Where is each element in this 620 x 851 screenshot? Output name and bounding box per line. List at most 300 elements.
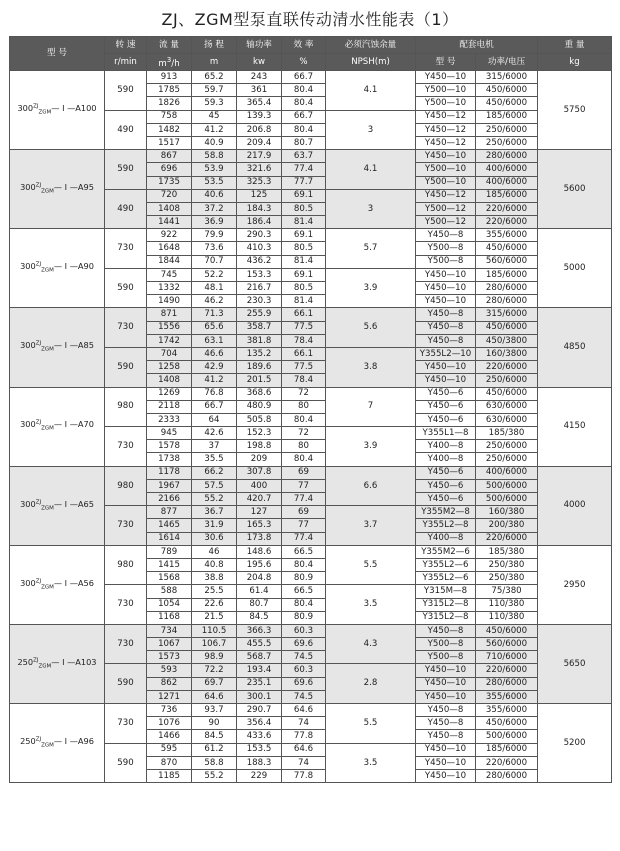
motor-type-cell: Y355L2—8 (416, 519, 476, 532)
model-sub: ZGM (41, 267, 54, 274)
model-sup: ZJ (35, 498, 42, 505)
flow-cell: 867 (147, 150, 192, 163)
motor-type-cell: Y450—10 (416, 690, 476, 703)
motor-type-cell: Y315L2—8 (416, 611, 476, 624)
head-cell: 57.5 (192, 479, 237, 492)
motor-power-voltage-cell: 110/380 (476, 611, 538, 624)
head-cell: 42.9 (192, 361, 237, 374)
weight-cell: 4850 (538, 308, 612, 387)
head-cell: 38.8 (192, 572, 237, 585)
flow-cell: 1076 (147, 717, 192, 730)
flow-cell: 1415 (147, 558, 192, 571)
efficiency-cell: 81.4 (282, 295, 326, 308)
motor-power-voltage-cell: 280/6000 (476, 295, 538, 308)
flow-cell: 1614 (147, 532, 192, 545)
efficiency-cell: 69.1 (282, 189, 326, 202)
header-efficiency: 效 率 (282, 37, 326, 54)
flow-cell: 736 (147, 704, 192, 717)
shaft-power-cell: 325.3 (237, 176, 282, 189)
motor-power-voltage-cell: 450/6000 (476, 717, 538, 730)
table-row (10, 229, 612, 242)
flow-cell: 734 (147, 624, 192, 637)
shaft-power-cell: 184.3 (237, 202, 282, 215)
motor-power-voltage-cell: 630/6000 (476, 400, 538, 413)
unit-efficiency: % (282, 54, 326, 71)
table-row (10, 387, 612, 400)
model-sub: ZGM (41, 505, 54, 512)
head-cell: 46.6 (192, 347, 237, 360)
model-sup: ZJ (35, 578, 42, 584)
motor-type-cell: Y450—8 (416, 624, 476, 637)
weight-cell: 5750 (538, 71, 612, 150)
motor-power-voltage-cell: 220/6000 (476, 664, 538, 677)
shaft-power-cell: 381.8 (237, 334, 282, 347)
shaft-power-cell: 148.6 (237, 545, 282, 558)
head-cell: 55.2 (192, 769, 237, 782)
efficiency-cell: 77.4 (282, 532, 326, 545)
model-cell (10, 229, 105, 308)
model-suffix: — I —A96 (53, 735, 94, 746)
model-prefix: 300 (20, 182, 36, 193)
head-cell: 40.8 (192, 558, 237, 571)
flow-cell: 871 (147, 308, 192, 321)
motor-type-cell: Y315L2—8 (416, 598, 476, 611)
efficiency-cell: 81.4 (282, 216, 326, 229)
shaft-power-cell: 410.3 (237, 242, 282, 255)
motor-type-cell: Y450—6 (416, 387, 476, 400)
efficiency-cell: 77.4 (282, 163, 326, 176)
unit-power: kw (237, 54, 282, 71)
head-cell: 21.5 (192, 611, 237, 624)
speed-cell: 590 (105, 71, 147, 111)
flow-cell: 1408 (147, 374, 192, 387)
head-cell: 70.7 (192, 255, 237, 268)
flow-cell: 1168 (147, 611, 192, 624)
flow-cell: 1517 (147, 136, 192, 149)
shaft-power-cell: 189.6 (237, 361, 282, 374)
table-row (10, 71, 612, 84)
flow-cell: 704 (147, 347, 192, 360)
efficiency-cell: 80.4 (282, 413, 326, 426)
efficiency-cell: 74 (282, 717, 326, 730)
head-cell: 52.2 (192, 268, 237, 281)
motor-type-cell: Y400—8 (416, 440, 476, 453)
unit-motor-power-voltage: 功率/电压 (476, 54, 538, 71)
shaft-power-cell: 84.5 (237, 611, 282, 624)
efficiency-cell: 77.4 (282, 493, 326, 506)
efficiency-cell: 77.7 (282, 176, 326, 189)
motor-power-voltage-cell: 355/6000 (476, 229, 538, 242)
shaft-power-cell: 436.2 (237, 255, 282, 268)
shaft-power-cell: 505.8 (237, 413, 282, 426)
motor-type-cell: Y500—8 (416, 651, 476, 664)
efficiency-cell: 69 (282, 506, 326, 519)
flow-cell: 1441 (147, 216, 192, 229)
speed-cell: 730 (105, 506, 147, 546)
flow-cell: 1269 (147, 387, 192, 400)
table-row (10, 150, 612, 163)
motor-power-voltage-cell: 315/6000 (476, 71, 538, 84)
model-sub: ZGM (38, 663, 52, 670)
head-cell: 64.6 (192, 690, 237, 703)
flow-cell: 593 (147, 664, 192, 677)
speed-cell: 490 (105, 110, 147, 150)
header-head: 扬 程 (192, 37, 237, 54)
model-suffix: — I —A85 (53, 340, 94, 351)
shaft-power-cell: 400 (237, 479, 282, 492)
motor-power-voltage-cell: 185/6000 (476, 189, 538, 202)
efficiency-cell: 80.4 (282, 123, 326, 136)
shaft-power-cell: 568.7 (237, 651, 282, 664)
npsh-cell: 6.6 (326, 466, 416, 506)
efficiency-cell: 80.9 (282, 572, 326, 585)
flow-cell: 870 (147, 756, 192, 769)
npsh-cell: 4.1 (326, 150, 416, 190)
motor-power-voltage-cell: 75/380 (476, 585, 538, 598)
table-row (10, 466, 612, 479)
motor-power-voltage-cell: 250/6000 (476, 374, 538, 387)
model-suffix: — I —A100 (51, 102, 97, 113)
model-sub: ZGM (41, 742, 54, 749)
shaft-power-cell: 216.7 (237, 282, 282, 295)
shaft-power-cell: 229 (237, 769, 282, 782)
motor-type-cell: Y355L2—6 (416, 558, 476, 571)
motor-power-voltage-cell: 355/6000 (476, 704, 538, 717)
motor-power-voltage-cell: 450/6000 (476, 97, 538, 110)
efficiency-cell: 80 (282, 440, 326, 453)
shaft-power-cell: 455.5 (237, 638, 282, 651)
efficiency-cell: 78.4 (282, 374, 326, 387)
shaft-power-cell: 186.4 (237, 216, 282, 229)
npsh-cell: 5.5 (326, 545, 416, 585)
efficiency-cell: 72 (282, 387, 326, 400)
efficiency-cell: 80.5 (282, 282, 326, 295)
shaft-power-cell: 198.8 (237, 440, 282, 453)
unit-flow: $m^3/h$ (147, 54, 192, 71)
weight-cell: 5650 (538, 624, 612, 703)
motor-type-cell: Y450—10 (416, 743, 476, 756)
motor-power-voltage-cell: 220/6000 (476, 756, 538, 769)
motor-power-voltage-cell: 400/6000 (476, 163, 538, 176)
head-cell: 36.9 (192, 216, 237, 229)
motor-power-voltage-cell: 710/6000 (476, 651, 538, 664)
efficiency-cell: 80.9 (282, 611, 326, 624)
shaft-power-cell: 307.8 (237, 466, 282, 479)
speed-cell: 980 (105, 545, 147, 585)
efficiency-cell: 64.6 (282, 743, 326, 756)
head-cell: 59.7 (192, 84, 237, 97)
model-sup: ZJ (33, 657, 39, 664)
head-cell: 90 (192, 717, 237, 730)
flow-cell: 745 (147, 268, 192, 281)
motor-type-cell: Y355M2—8 (416, 506, 476, 519)
table-row (10, 545, 612, 558)
shaft-power-cell: 173.8 (237, 532, 282, 545)
motor-type-cell: Y500—12 (416, 216, 476, 229)
efficiency-cell: 63.7 (282, 150, 326, 163)
efficiency-cell: 69.6 (282, 677, 326, 690)
flow-cell: 2333 (147, 413, 192, 426)
head-cell: 22.6 (192, 598, 237, 611)
flow-cell: 2166 (147, 493, 192, 506)
motor-type-cell: Y450—10 (416, 361, 476, 374)
motor-type-cell: Y450—10 (416, 769, 476, 782)
motor-type-cell: Y450—10 (416, 150, 476, 163)
shaft-power-cell: 188.3 (237, 756, 282, 769)
speed-cell: 730 (105, 308, 147, 348)
shaft-power-cell: 366.3 (237, 624, 282, 637)
motor-type-cell: Y450—10 (416, 677, 476, 690)
shaft-power-cell: 235.1 (237, 677, 282, 690)
model-prefix: 250 (20, 735, 36, 746)
head-cell: 42.6 (192, 427, 237, 440)
motor-type-cell: Y355L2—10 (416, 347, 476, 360)
head-cell: 53.5 (192, 176, 237, 189)
speed-cell: 980 (105, 466, 147, 506)
model-prefix: 300 (20, 261, 36, 272)
speed-cell: 590 (105, 268, 147, 308)
motor-type-cell: Y450—8 (416, 308, 476, 321)
performance-table (9, 36, 612, 783)
header-speed: 转 速 (105, 37, 147, 54)
table-header (10, 37, 612, 71)
flow-cell: 1556 (147, 321, 192, 334)
flow-cell: 720 (147, 189, 192, 202)
model-cell (10, 308, 105, 387)
flow-cell: 595 (147, 743, 192, 756)
motor-power-voltage-cell: 500/6000 (476, 493, 538, 506)
header-flow: 流 量 (147, 37, 192, 54)
npsh-cell: 2.8 (326, 664, 416, 704)
motor-type-cell: Y500—10 (416, 97, 476, 110)
head-cell: 41.2 (192, 374, 237, 387)
shaft-power-cell: 368.6 (237, 387, 282, 400)
npsh-cell: 3.5 (326, 585, 416, 625)
efficiency-cell: 69.1 (282, 268, 326, 281)
model-suffix: — I —A65 (53, 498, 94, 509)
shaft-power-cell: 209 (237, 453, 282, 466)
motor-power-voltage-cell: 450/3800 (476, 334, 538, 347)
motor-power-voltage-cell: 185/380 (476, 427, 538, 440)
shaft-power-cell: 321.6 (237, 163, 282, 176)
shaft-power-cell: 125 (237, 189, 282, 202)
motor-type-cell: Y450—6 (416, 479, 476, 492)
motor-type-cell: Y450—8 (416, 717, 476, 730)
efficiency-cell: 60.3 (282, 664, 326, 677)
head-cell: 37 (192, 440, 237, 453)
head-cell: 106.7 (192, 638, 237, 651)
motor-power-voltage-cell: 160/3800 (476, 347, 538, 360)
model-sup: ZJ (33, 103, 39, 110)
npsh-cell: 3.9 (326, 427, 416, 467)
npsh-cell: 4.3 (326, 624, 416, 664)
head-cell: 61.2 (192, 743, 237, 756)
flow-cell: 1568 (147, 572, 192, 585)
motor-type-cell: Y450—12 (416, 110, 476, 123)
head-cell: 58.8 (192, 150, 237, 163)
flow-cell: 1067 (147, 638, 192, 651)
efficiency-cell: 77.5 (282, 321, 326, 334)
motor-type-cell: Y315M—8 (416, 585, 476, 598)
model-prefix: 300 (20, 577, 36, 588)
efficiency-cell: 80.5 (282, 242, 326, 255)
npsh-cell: 3.9 (326, 268, 416, 308)
motor-power-voltage-cell: 185/6000 (476, 743, 538, 756)
efficiency-cell: 77.8 (282, 730, 326, 743)
motor-type-cell: Y450—10 (416, 282, 476, 295)
flow-cell: 1826 (147, 97, 192, 110)
efficiency-cell: 74.5 (282, 690, 326, 703)
motor-power-voltage-cell: 250/6000 (476, 453, 538, 466)
motor-power-voltage-cell: 110/380 (476, 598, 538, 611)
speed-cell: 730 (105, 585, 147, 625)
motor-power-voltage-cell: 500/6000 (476, 479, 538, 492)
shaft-power-cell: 217.9 (237, 150, 282, 163)
motor-type-cell: Y450—12 (416, 136, 476, 149)
header-npsh: 必须汽蚀余量 (326, 37, 416, 54)
motor-type-cell: Y400—8 (416, 453, 476, 466)
model-suffix: — I —A70 (53, 419, 94, 430)
motor-power-voltage-cell: 250/6000 (476, 440, 538, 453)
motor-type-cell: Y450—10 (416, 71, 476, 84)
motor-type-cell: Y500—12 (416, 202, 476, 215)
speed-cell: 980 (105, 387, 147, 427)
npsh-cell: 3.5 (326, 743, 416, 783)
head-cell: 31.9 (192, 519, 237, 532)
model-prefix: 300 (20, 419, 36, 430)
model-cell (10, 387, 105, 466)
efficiency-cell: 77.5 (282, 361, 326, 374)
motor-type-cell: Y355L1—8 (416, 427, 476, 440)
flow-cell: 1466 (147, 730, 192, 743)
shaft-power-cell: 165.3 (237, 519, 282, 532)
motor-type-cell: Y450—10 (416, 295, 476, 308)
table-row (10, 704, 612, 717)
shaft-power-cell: 480.9 (237, 400, 282, 413)
header-motor: 配套电机 (416, 37, 538, 54)
npsh-cell: 3.8 (326, 347, 416, 387)
model-suffix: — I —A90 (53, 261, 94, 272)
page-title: ZJ、ZGM型泵直联传动清水性能表（1） (161, 10, 459, 29)
speed-cell: 590 (105, 150, 147, 190)
head-cell: 64 (192, 413, 237, 426)
head-cell: 59.3 (192, 97, 237, 110)
motor-type-cell: Y450—6 (416, 413, 476, 426)
motor-power-voltage-cell: 250/6000 (476, 123, 538, 136)
head-cell: 63.1 (192, 334, 237, 347)
motor-type-cell: Y400—8 (416, 532, 476, 545)
head-cell: 93.7 (192, 704, 237, 717)
efficiency-cell: 77 (282, 519, 326, 532)
efficiency-cell: 66.7 (282, 110, 326, 123)
flow-cell: 922 (147, 229, 192, 242)
motor-power-voltage-cell: 450/6000 (476, 84, 538, 97)
motor-power-voltage-cell: 250/380 (476, 572, 538, 585)
motor-power-voltage-cell: 355/6000 (476, 690, 538, 703)
flow-cell: 1578 (147, 440, 192, 453)
npsh-cell: 5.7 (326, 229, 416, 269)
motor-power-voltage-cell: 630/6000 (476, 413, 538, 426)
model-sub: ZGM (38, 109, 52, 116)
weight-cell: 5200 (538, 704, 612, 783)
efficiency-cell: 80.4 (282, 598, 326, 611)
efficiency-cell: 72 (282, 427, 326, 440)
efficiency-cell: 69.1 (282, 229, 326, 242)
motor-power-voltage-cell: 280/6000 (476, 769, 538, 782)
speed-cell: 730 (105, 229, 147, 269)
motor-power-voltage-cell: 315/6000 (476, 308, 538, 321)
motor-power-voltage-cell: 280/6000 (476, 150, 538, 163)
model-sup: ZJ (35, 419, 42, 426)
model-suffix: — I —A103 (51, 656, 97, 667)
efficiency-cell: 80.4 (282, 97, 326, 110)
shaft-power-cell: 420.7 (237, 493, 282, 506)
motor-type-cell: Y355M2—6 (416, 545, 476, 558)
motor-type-cell: Y450—8 (416, 229, 476, 242)
flow-cell: 789 (147, 545, 192, 558)
efficiency-cell: 81.4 (282, 255, 326, 268)
speed-cell: 590 (105, 664, 147, 704)
flow-cell: 913 (147, 71, 192, 84)
model-sup: ZJ (35, 736, 42, 743)
model-sub: ZGM (41, 584, 54, 591)
efficiency-cell: 66.5 (282, 545, 326, 558)
motor-type-cell: Y500—10 (416, 176, 476, 189)
shaft-power-cell: 204.8 (237, 572, 282, 585)
npsh-cell: 5.6 (326, 308, 416, 348)
model-prefix: 250 (17, 656, 34, 667)
head-cell: 66.2 (192, 466, 237, 479)
shaft-power-cell: 152.3 (237, 427, 282, 440)
flow-cell: 758 (147, 110, 192, 123)
motor-power-voltage-cell: 220/6000 (476, 216, 538, 229)
head-cell: 84.5 (192, 730, 237, 743)
efficiency-cell: 66.1 (282, 308, 326, 321)
efficiency-cell: 66.1 (282, 347, 326, 360)
efficiency-cell: 77.8 (282, 769, 326, 782)
motor-type-cell: Y450—10 (416, 756, 476, 769)
flow-cell: 1332 (147, 282, 192, 295)
efficiency-cell: 69.6 (282, 638, 326, 651)
shaft-power-cell: 127 (237, 506, 282, 519)
table-body (10, 71, 612, 783)
shaft-power-cell: 153.5 (237, 743, 282, 756)
model-cell (10, 704, 105, 783)
flow-cell: 1648 (147, 242, 192, 255)
flow-cell: 1054 (147, 598, 192, 611)
head-cell: 73.6 (192, 242, 237, 255)
weight-cell: 2950 (538, 545, 612, 624)
model-sup: ZJ (35, 261, 42, 268)
head-cell: 25.5 (192, 585, 237, 598)
head-cell: 46 (192, 545, 237, 558)
motor-power-voltage-cell: 185/6000 (476, 268, 538, 281)
motor-power-voltage-cell: 160/380 (476, 506, 538, 519)
efficiency-cell: 80.7 (282, 136, 326, 149)
motor-power-voltage-cell: 220/6000 (476, 202, 538, 215)
motor-power-voltage-cell: 185/6000 (476, 110, 538, 123)
npsh-cell: 4.1 (326, 71, 416, 111)
flow-cell: 1967 (147, 479, 192, 492)
head-cell: 72.2 (192, 664, 237, 677)
head-cell: 79.9 (192, 229, 237, 242)
model-sup: ZJ (35, 340, 42, 347)
efficiency-cell: 66.7 (282, 71, 326, 84)
flow-cell: 1178 (147, 466, 192, 479)
efficiency-cell: 69 (282, 466, 326, 479)
header-model: 型 号 (10, 37, 105, 71)
model-suffix: — I —A56 (53, 577, 94, 588)
